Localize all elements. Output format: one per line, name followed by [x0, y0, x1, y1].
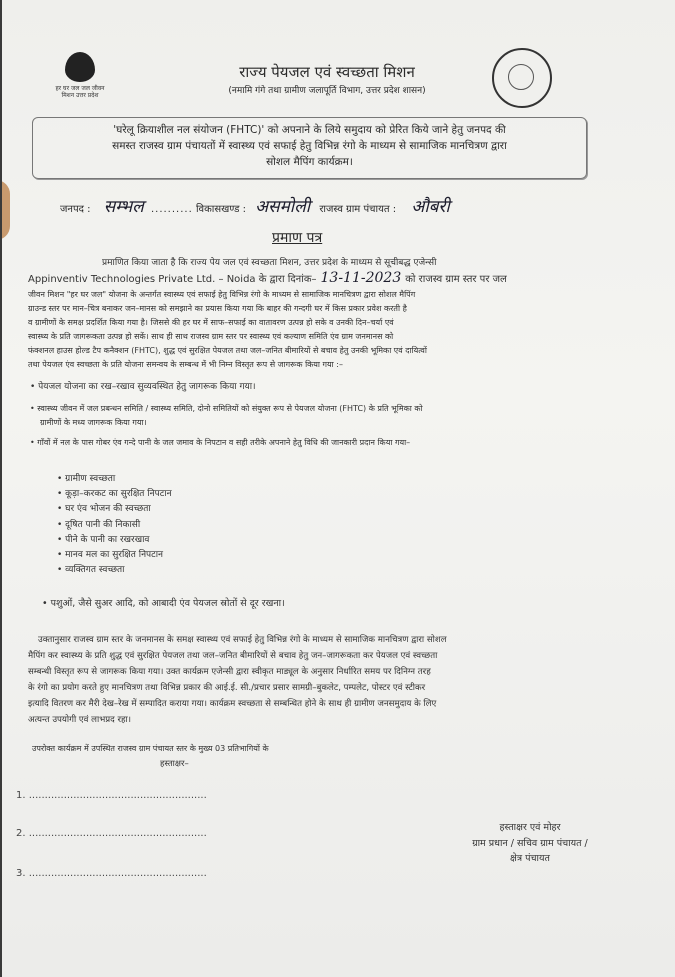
- hygiene-topic-list: [57, 472, 172, 578]
- block-label: विकासखण्ड :: [195, 204, 246, 215]
- header-subtitle: (नमामि गंगे तथा ग्रामीण जलापूर्ति विभाग, उत्तर प्रदेश शासन): [228, 86, 426, 96]
- body-line: स्वास्थ्य के प्रति जागरूकता उत्पन्न हो सकें। साथ ही साथ राजस्व ग्राम स्तर पर स्वास्थ्य एवं कल्याण समिति एंव ग्राम जनमानस को: [28, 332, 394, 341]
- panchayat-label: राजस्व ग्राम पंचायत :: [319, 204, 397, 215]
- bullet-item: • गाँवों में नल के पास गोबर एंव गन्दे पानी के जल जमाव के निपटान व सही तरीके अपनाने हेतु विधि की जानकारी प्रदान किया गया–: [30, 438, 411, 447]
- water-drop-icon: [65, 52, 95, 82]
- signature-line-2: 2. ........................................................: [16, 828, 207, 839]
- body-line: Appinventiv Technologies Private Ltd. – Noida के द्वारा दिनांक– 13-11-2023 को राजस्व ग्राम स्तर पर जल: [28, 270, 507, 286]
- body-line: फंक्शनल हाउस होल्ड टैप कनैक्शन (FHTC), शुद्ध एवं सुरक्षित पेयजल तथा जल–जनित बीमारियों से बचाव हेतु उनकी भूमिका एवं दायित्वों: [28, 346, 427, 355]
- jal-jeevan-mission-logo: [50, 52, 110, 99]
- list-item: • पीने के पानी का रखरखाव: [57, 533, 172, 548]
- body-line: जीवन मिशन "हर घर जल" योजना के अन्तर्गत स्वास्थ्य एवं सफाई हेतु विभिन्न रंगो के माध्यम से सामाजिक मानचित्रण द्वारा सोशल मैपिंग: [28, 290, 416, 299]
- district-value: सम्भल: [103, 197, 144, 217]
- list-item: • व्यक्तिगत स्वच्छता: [57, 563, 172, 578]
- signature-label: हस्ताक्षर एवं मोहर: [499, 822, 561, 833]
- signature-role: क्षेत्र पंचायत: [510, 853, 550, 864]
- certificate-heading: प्रमाण पत्र: [272, 230, 323, 246]
- body-line: ग्राउन्ड स्तर पर मान–चित्र बनाकर जन–मानस को समझाने का प्रयास किया गया कि बाहर की गन्दगी घर में किस प्रकार प्रवेश करती है: [28, 304, 407, 313]
- signature-intro: उपरोक्त कार्यक्रम में उपस्थित राजस्व ग्राम पंचायत स्तर के मुख्य 03 प्रतिभागियों के: [32, 744, 269, 753]
- document-page: [2, 0, 675, 977]
- signature-role: ग्राम प्रधान / सचिव ग्राम पंचायत /: [472, 837, 588, 849]
- signature-intro: हस्ताक्षर–: [160, 759, 189, 769]
- program-banner: [32, 117, 587, 179]
- list-item: • मानव मल का सुरक्षित निपटान: [57, 548, 172, 563]
- list-item: • घर एंव भोजन की स्वच्छता: [57, 502, 172, 517]
- list-item: • दूषित पानी की निकासी: [57, 518, 172, 533]
- body-line: प्रमाणित किया जाता है कि राज्य पेय जल एवं स्वच्छता मिशन, उत्तर प्रदेश के माध्यम से सूचीबद्ध एजेन्सी: [102, 258, 437, 268]
- banner-line: 'घरेलू क्रियाशील नल संयोजन (FHTC)' को अपनाने के लिये समुदाय को प्रेरित किये जाने हेतु जनपद की: [113, 124, 506, 136]
- signature-line-1: 1. ........................................................: [16, 790, 207, 801]
- panchayat-value: औबरी: [411, 197, 450, 217]
- district-label: जनपद :: [60, 204, 91, 215]
- finger-edge: [2, 180, 10, 240]
- block-value: असमोली: [255, 197, 311, 217]
- list-item: • कूड़ा–करकट का सुरक्षित निपटान: [57, 487, 172, 502]
- state-emblem-icon: [492, 48, 552, 108]
- bullet-item-cont: ग्रामीणों के मध्य जागरूक किया गया।: [40, 418, 147, 427]
- summary-paragraph: उक्तानुसार राजस्व ग्राम स्तर के जनमानस के समक्ष स्वास्थ्य एवं सफाई हेतु विभिन्न रंगो के माध्यम से सामाजिक मानचित्रण द्वारा सोशल मैपिंग कर स्वास्थ्य के प्रति शुद्ध एवं सुरक्षित पेयजल तथा जल–जनित बीमारियों से बचाव हेतु जन–जागरूकता कर पेयजल एवं स्वच्छता सम्बन्धी विस्तृत रूप से जागरूक किया गया। उक्त कार्यक्रम एजेन्सी द्वारा स्वीकृत माड्यूल के अनुसार निर्धारित समय पर दिनिग्न तरह के रंगो का प्रयोग करते हुए मानचित्रण तथा विभिन्न प्रकार की आई.ई. सी./प्रचार प्रसार सामग्री–बुकलेट, पम्पलेट, पोस्टर एवं स्टीकर इत्यादि वितरण कर मैरी देख–रेख में सम्पादित कराया गया। कार्यक्रम स्वच्छता से सम्बन्धित होने के साथ ही ग्रामीण जनसमुदाय के लिए अत्यन्त उपयोगी एवं लाभप्रद रहा।: [28, 635, 447, 725]
- body-line: व ग्रामीणों के समक्ष प्रदर्शित किया गया है। जिससे की हर घर में साफ–सफाई का वातावरण उत्पन्न हो सके व उनकी दिन–चर्या एवं: [28, 318, 394, 327]
- signature-line-3: 3. ........................................................: [16, 868, 207, 879]
- body-line: तथा पेयजल एंव स्वच्छता के प्रति योजना समन्वय के सम्बन्ध में भी निम्न विस्तृत रूप से जागरूक किया गया :–: [28, 360, 343, 369]
- list-item: • ग्रामीण स्वच्छता: [57, 472, 172, 487]
- banner-line: सोशल मैपिंग कार्यक्रम।: [266, 156, 353, 168]
- header-title: राज्य पेयजल एवं स्वच्छता मिशन: [239, 63, 415, 81]
- event-date: 13-11-2023: [320, 270, 402, 286]
- location-fields: जनपद : सम्भल .......... विकासखण्ड : असमोली राजस्व ग्राम पंचायत : औबरी: [60, 197, 450, 217]
- logo-text: हर घर जल जल जीवन मिशन उत्तर प्रदेश: [55, 85, 105, 99]
- bullet-item: • स्वास्थ्य जीवन में जल प्रबन्धन समिति / स्वास्थ्य समिति, दोनो समितियों को संयुक्त रूप से पेयजल योजना (FHTC) के प्रति भूमिका को: [30, 404, 423, 413]
- bullet-item: • पेयजल योजना का रख–रखाव सुव्यवस्थित हेतु जागरूक किया गया।: [30, 382, 256, 392]
- official-signature-block: [430, 820, 630, 867]
- banner-line: समस्त राजस्व ग्राम पंचायतों में स्वास्थ्य एवं सफाई हेतु विभिन्न रंगो के माध्यम से सामाजिक मानचित्रण द्वारा: [112, 140, 507, 152]
- bullet-item: • पशुओं, जैसे सुअर आदि, को आबादी एंव पेयजल स्रोतों से दूर रखना।: [42, 598, 285, 609]
